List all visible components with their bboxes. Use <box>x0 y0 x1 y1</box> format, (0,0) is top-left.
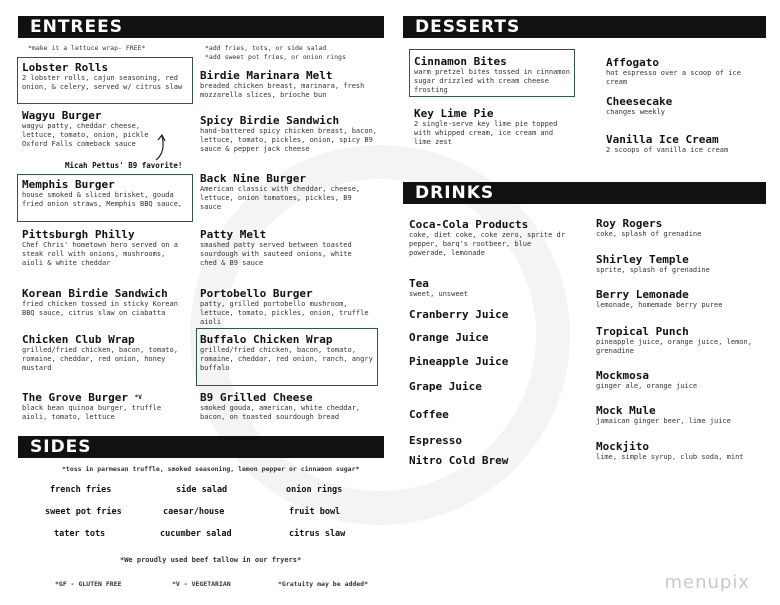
entree-name: Patty Melt <box>200 228 267 241</box>
entree-desc: grilled/fried chicken, bacon, tomato, romaine, cheddar, red onion, ranch, angry buffalo <box>200 346 373 372</box>
drinks-header: DRINKS <box>403 182 766 204</box>
entree-name: Lobster Rolls <box>22 61 109 74</box>
entree-desc: smashed patty served between toasted sourdough with sauteed onions, white ched & B9 sauce <box>200 241 352 267</box>
vegetarian-legend: *V - VEGETARIAN <box>172 580 231 588</box>
drink-desc: lime, simple syrup, club soda, mint <box>596 453 744 461</box>
desserts-header: DESSERTS <box>403 16 766 38</box>
entree-desc: smoked gouda, american, white cheddar, bacon, on toasted sourdough bread <box>200 404 361 421</box>
side-item: citrus slaw <box>289 529 346 539</box>
favorite-callout: Micah Pettus' B9 favorite! <box>65 161 183 170</box>
drink-desc: pineapple juice, orange juice, lemon, grenadine <box>596 338 752 355</box>
entree-desc: hand-battered spicy chicken breast, bacon, lettuce, tomato, pickles, onion, spicy B9 sauce & pepper jack cheese <box>200 127 378 153</box>
drink-mockmosa <box>596 369 766 391</box>
dessert-desc: 2 single-serve key lime pie topped with whipped cream, ice cream and lime zest <box>414 120 558 146</box>
drink-name: Mockjito <box>596 440 649 453</box>
side-item: french fries <box>50 485 112 495</box>
entree-desc: patty, grilled portobello mushroom, lettuce, tomato, pickles, onion, truffle aioli <box>200 300 369 326</box>
sides-seasoning-note: *toss in parmesan truffle, smoked seasoning, lemon pepper or cinnamon sugar* <box>62 465 360 473</box>
entree-name: Chicken Club Wrap <box>22 333 135 346</box>
drink-mock-mule <box>596 404 766 426</box>
drink-coffee: Coffee <box>409 408 449 421</box>
menupix-watermark: menupix <box>664 572 750 593</box>
drink-mockjito <box>596 440 766 462</box>
drink-desc: lemonade, homemade berry puree <box>596 301 723 309</box>
entree-lobster-rolls <box>22 61 190 92</box>
drink-desc: jamaican ginger beer, lime juice <box>596 417 731 425</box>
entree-desc: house smoked & sliced brisket, gouda fried onion straws, Memphis BBQ sauce, <box>22 191 183 208</box>
entree-name: Spicy Birdie Sandwich <box>200 114 340 127</box>
dessert-name: Cinnamon Bites <box>414 55 507 68</box>
drink-shirley-temple <box>596 253 766 275</box>
sides-header: SIDES <box>18 436 384 458</box>
entree-memphis-burger <box>22 178 190 209</box>
entree-desc: wagyu patty, cheddar cheese, lettuce, tomato, onion, pickle Oxford Falls comeback sauce <box>22 122 149 148</box>
entree-korean-birdie <box>22 287 190 318</box>
lettuce-wrap-note: *make it a lettuce wrap- FREE* <box>28 44 146 52</box>
entree-grove-burger <box>22 391 190 422</box>
dessert-desc: hot espresso over a scoop of ice cream <box>606 69 741 86</box>
side-item: fruit bowl <box>289 507 341 517</box>
entree-name: B9 Grilled Cheese <box>200 391 313 404</box>
entree-name: Back Nine Burger <box>200 172 306 185</box>
entrees-header: ENTREES <box>18 16 384 38</box>
entree-back-nine <box>200 172 372 212</box>
entree-birdie-marinara <box>200 69 380 100</box>
drink-roy-rogers <box>596 217 766 239</box>
drink-desc: sprite, splash of grenadine <box>596 266 710 274</box>
gluten-free-legend: *GF - GLUTEN FREE <box>55 580 122 588</box>
dessert-desc: warm pretzel bites tossed in cinnamon sugar drizzled with cream cheese frosting <box>414 68 570 94</box>
entree-name: The Grove Burger $^{*V}$ <box>22 391 142 404</box>
entree-desc: black bean quinoa burger, truffle aioli, tomato, lettuce <box>22 404 162 421</box>
entree-desc: Chef Chris' hometown hero served on a steak roll with onions, mushrooms, aioli & white cheddar <box>22 241 178 267</box>
drink-name: Shirley Temple <box>596 253 689 266</box>
drink-name: Tea <box>409 277 429 290</box>
drink-name: Mock Mule <box>596 404 656 417</box>
beef-tallow-note: *We proudly used beef tallow in our fryers* <box>120 556 302 564</box>
entree-spicy-birdie <box>200 114 384 154</box>
entree-name: Portobello Burger <box>200 287 313 300</box>
side-item: onion rings <box>286 485 343 495</box>
drink-desc: ginger ale, orange juice <box>596 382 698 390</box>
drink-coca-cola <box>409 218 569 258</box>
add-sides-note: *add fries, tots, or side salad <box>205 44 327 52</box>
entree-pittsburgh-philly <box>22 228 190 268</box>
entree-name: Pittsburgh Philly <box>22 228 135 241</box>
drink-name: Mockmosa <box>596 369 649 382</box>
entree-name: Birdie Marinara Melt <box>200 69 333 82</box>
vegetarian-mark: *V <box>134 394 142 401</box>
entree-patty-melt <box>200 228 370 268</box>
entree-chicken-club-wrap <box>22 333 182 373</box>
entree-name: Memphis Burger <box>22 178 115 191</box>
drink-orange-juice: Orange Juice <box>409 331 489 344</box>
arrow-icon <box>150 132 172 162</box>
side-item: caesar/house <box>163 507 225 517</box>
drink-tropical-punch <box>596 325 766 356</box>
entree-portobello <box>200 287 380 327</box>
dessert-name: Key Lime Pie <box>414 107 494 120</box>
gratuity-note: *Gratuity may be added* <box>278 580 369 588</box>
entree-desc: American classic with cheddar, cheese, lettuce, onion tomatoes, pickles, B9 sauce <box>200 185 361 211</box>
drink-name: Coca-Cola Products <box>409 218 529 231</box>
drink-berry-lemonade <box>596 288 766 310</box>
entree-b9-grilled-cheese <box>200 391 380 422</box>
entree-desc: breaded chicken breast, marinara, fresh mozzarella slices, brioche bun <box>200 82 365 99</box>
entree-wagyu-burger <box>22 109 152 149</box>
drink-desc: sweet, unsweet <box>409 290 469 298</box>
drink-espresso: Espresso <box>409 434 462 447</box>
drink-desc: coke, diet coke, coke zero, sprite dr pepper, barq's rootbeer, blue powerade, lemonade <box>409 231 565 257</box>
drink-pineapple-juice: Pineapple Juice <box>409 355 509 368</box>
drink-name: Tropical Punch <box>596 325 689 338</box>
drink-nitro-cold-brew: Nitro Cold Brew <box>409 454 509 467</box>
dessert-name: Vanilla Ice Cream <box>606 133 719 146</box>
side-item: cucumber salad <box>160 529 232 539</box>
dessert-desc: changes weekly <box>606 108 666 116</box>
drink-desc: coke, splash of grenadine <box>596 230 702 238</box>
entree-name: Korean Birdie Sandwich <box>22 287 168 300</box>
dessert-name: Cheesecake <box>606 95 673 108</box>
dessert-cinnamon-bites <box>414 55 574 95</box>
entree-buffalo-chicken-wrap <box>200 333 374 373</box>
entree-desc: 2 lobster rolls, cajun seasoning, red onion, & celery, served w/ citrus slaw <box>22 74 183 91</box>
dessert-affogato <box>606 56 766 87</box>
entree-name: Wagyu Burger <box>22 109 102 122</box>
drink-grape-juice: Grape Juice <box>409 380 482 393</box>
drink-name: Roy Rogers <box>596 217 663 230</box>
side-item: tater tots <box>54 529 106 539</box>
side-item: sweet pot fries <box>45 507 122 517</box>
dessert-desc: 2 scoops of vanilla ice cream <box>606 146 729 154</box>
dessert-name: Affogato <box>606 56 659 69</box>
drink-tea <box>409 277 569 299</box>
entree-desc: fried chicken tossed in sticky Korean BBQ sauce, citrus slaw on ciabatta <box>22 300 178 317</box>
drink-name: Berry Lemonade <box>596 288 689 301</box>
dessert-vanilla-ice-cream <box>606 133 766 155</box>
entree-desc: grilled/fried chicken, bacon, tomato, romaine, cheddar, red onion, honey mustard <box>22 346 178 372</box>
entree-name: Buffalo Chicken Wrap <box>200 333 333 346</box>
dessert-key-lime-pie <box>414 107 574 147</box>
dessert-cheesecake <box>606 95 766 117</box>
side-item: side salad <box>176 485 228 495</box>
add-fries-note: *add sweet pot fries, or onion rings <box>205 53 346 61</box>
drink-cranberry-juice: Cranberry Juice <box>409 308 509 321</box>
